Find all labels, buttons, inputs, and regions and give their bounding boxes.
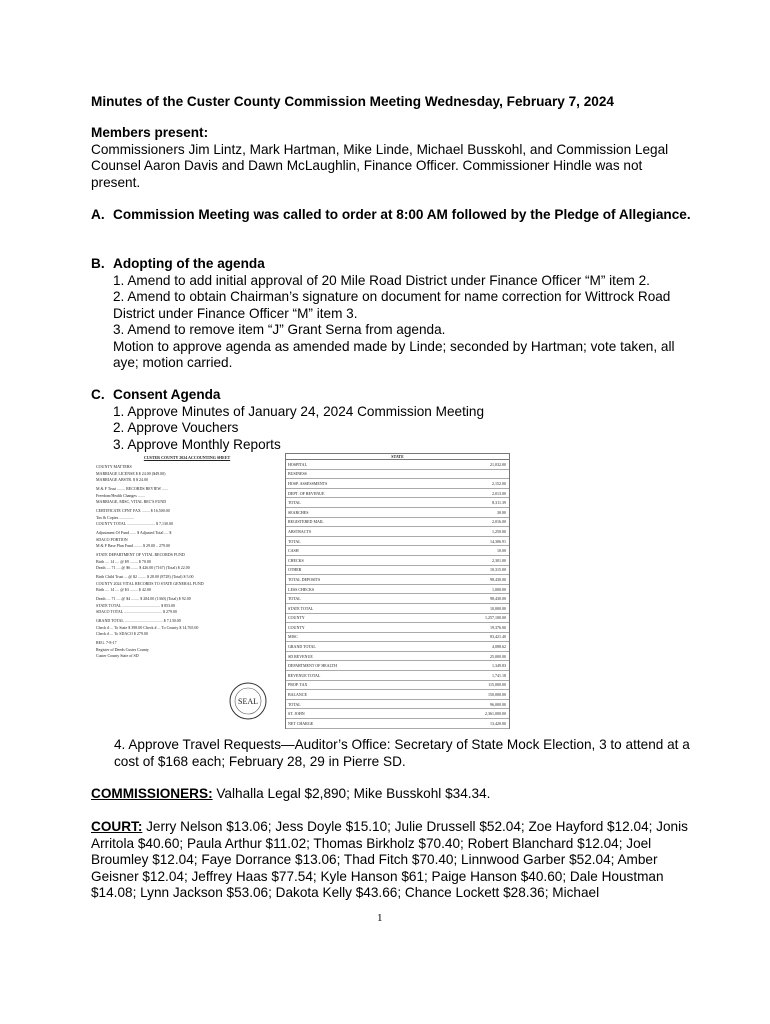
table-row (286, 537, 509, 547)
table-cell-value: 2,152.00 (492, 480, 506, 486)
accounting-sheet-title: CUSTER COUNTY 2024 ACCOUNTING SHEET (143, 455, 231, 460)
scanned-accounting-sheet (92, 453, 510, 729)
travel-request-item (91, 737, 691, 770)
agenda-item: 1. Amend to add initial approval of 20 Mile Road District under Finance Officer “M” item 2. (113, 272, 650, 288)
table-row (286, 585, 509, 595)
table-cell-label: COUNTY (288, 624, 305, 630)
table-cell-label: TOTAL (288, 701, 301, 707)
table-cell-value: 150,000.00 (488, 692, 506, 698)
table-cell-label: STATE TOTAL (288, 605, 314, 611)
accounting-line: STATE TOTAL ...................................... $ 853.00 (96, 602, 176, 608)
table-cell-label: OTHER (288, 567, 302, 573)
table-row (286, 642, 509, 652)
section-b (91, 256, 691, 372)
accounting-line: Custer County State of SD (96, 653, 139, 658)
accounting-line: M & F Trust ........ RECORDS REVIEW ...... (96, 486, 169, 491)
table-cell-value: 4,088.62 (492, 644, 506, 650)
accounting-sheet-left (92, 453, 282, 729)
accounting-line: STATE DEPARTMENT OF VITAL RECORDS FUND (96, 552, 185, 557)
accounting-line: Adjustment Of Fund ...... $ Adjusted Total .... $ (96, 530, 172, 535)
table-row (286, 508, 509, 518)
accounting-table (286, 460, 509, 729)
accounting-line: MARRIAGE, MISC, VITAL REC'S FUND (96, 499, 167, 504)
table-cell-label: ABSTRACTS (288, 528, 312, 534)
accounting-line: MARRIAGE LICENSE $ $ 24.00 ($49.00) (96, 470, 166, 476)
seal-text: SEAL (238, 697, 258, 706)
table-cell-label: MISC (288, 634, 298, 640)
table-row (286, 623, 509, 633)
table-cell-label: REVENUE TOTAL (288, 672, 321, 678)
accounting-line: REG. 7-8-17 (96, 640, 117, 645)
accounting-line: Death .... 71 .... @ $6 ....... $ 426.00 (7167) (Total) $ 22.00 (96, 565, 190, 570)
table-row (286, 556, 509, 566)
table-row (286, 633, 509, 643)
table-row (286, 594, 509, 604)
table-cell-label: ST. JOHN (288, 711, 305, 717)
table-cell-value: 2,361,000.00 (485, 711, 506, 717)
table-cell-label: LESS CHECKS (288, 586, 315, 592)
agenda-item: 2. Amend to obtain Chairman’s signature on document for name correction for Wittrock Road District under Finance Officer “M” item 3. (113, 289, 671, 321)
table-cell-label: HOSP. ASSESSMENTS (288, 480, 328, 486)
county-seal-icon (228, 681, 268, 721)
table-row (286, 700, 509, 710)
table-row (286, 489, 509, 499)
consent-item: 2. Approve Vouchers (113, 420, 239, 435)
accounting-line: COUNTY MATTERS (96, 464, 132, 469)
accounting-line: Birth Child Trust ... @ $2 ........ $ 28.00 (8728) (Total) $ 5.00 (96, 574, 194, 579)
table-cell-value: 98,430.00 (490, 596, 506, 602)
commissioners-text: Valhalla Legal $2,890; Mike Busskohl $34.34. (212, 786, 491, 801)
table-row (286, 671, 509, 681)
table-cell-value: 1,250.00 (492, 528, 506, 534)
section-c (91, 387, 691, 453)
right-sheet-header: STATE (286, 454, 509, 460)
commissioners-section (91, 786, 691, 803)
table-row (286, 460, 509, 470)
accounting-line: SDACO PORTION (96, 536, 128, 542)
table-cell-label: PROP. TAX (288, 682, 308, 688)
table-row (286, 681, 509, 691)
page-number: 1 (377, 912, 383, 924)
table-cell-label: TOTAL (288, 596, 301, 602)
table-cell-value: 83,421.40 (490, 634, 506, 640)
table-row (286, 690, 509, 700)
accounting-line: COUNTY 2024 VITAL RECORDS TO STATE GENERAL FUND (96, 580, 204, 586)
section-c-heading: Consent Agenda (113, 387, 221, 402)
table-row (286, 614, 509, 624)
accounting-line: Death .... 71 .... @ $4 ........ $ 284.00 (1360) (Total) $ 92.00 (96, 596, 191, 601)
court-section (91, 819, 691, 902)
table-cell-label: CASH (288, 548, 299, 554)
table-cell-value: 13,420.00 (490, 720, 506, 726)
accounting-line: Check # ... To SDACO $ 279.00 (96, 631, 148, 636)
table-cell-label: BUSINESS (288, 471, 307, 477)
table-row (286, 518, 509, 528)
table-cell-value: 25,000.00 (490, 653, 506, 659)
table-row (286, 527, 509, 537)
accounting-line: Check # ... To State $ 398.00 Check # ... To County $ 14,765.00 (96, 624, 199, 630)
table-cell-value: 2,301.00 (492, 557, 506, 563)
accounting-lines (92, 464, 282, 658)
members-heading: Members present: (91, 125, 209, 140)
accounting-line: Tax & Copies ............... (96, 514, 135, 520)
agenda-motion: Motion to approve agenda as amended made by Linde; seconded by Hartman; vote taken, all aye; motion carried. (113, 338, 675, 370)
accounting-line: M & F Base Plan Fund ........ $ 29.00 .. 279.00 (96, 543, 171, 548)
agenda-item: 3. Amend to remove item “J” Grant Serna from agenda. (113, 322, 446, 337)
accounting-line: MARRIAGE ABSTR. $ $ 24.00 (96, 477, 149, 482)
table-cell-value: 30.00 (497, 509, 506, 515)
table-cell-value: 2,013.00 (492, 490, 506, 496)
table-row (286, 498, 509, 508)
consent-item: 3. Approve Monthly Reports (113, 436, 281, 452)
travel-request-text: 4. Approve Travel Requests—Auditor’s Office: Secretary of State Mock Election, 3 to attend at a cost of $168 each; February 28, 29 in Pierre SD. (114, 737, 690, 769)
table-cell-value: 19,376.00 (490, 624, 506, 630)
table-row (286, 566, 509, 576)
section-a-heading: Commission Meeting was called to order at 8:00 AM followed by the Pledge of Allegiance. (113, 207, 691, 222)
table-cell-label: GRAND TOTAL (288, 644, 316, 650)
table-row (286, 719, 509, 729)
table-row (286, 604, 509, 614)
members-text: Commissioners Jim Lintz, Mark Hartman, Mike Linde, Michael Busskohl, and Commission Legal Counsel Aaron Davis and Dawn McLaughlin, Finance Officer. Commissioner Hindle was not present. (91, 141, 669, 190)
table-cell-label: BALANCE (288, 692, 307, 698)
table-row (286, 575, 509, 585)
section-b-heading: Adopting of the agenda (113, 256, 265, 271)
document-title: Minutes of the Custer County Commission Meeting Wednesday, February 7, 2024 (91, 94, 614, 109)
table-row (286, 661, 509, 671)
table-row (286, 479, 509, 489)
table-cell-value: 1,257,100.00 (485, 615, 506, 621)
commissioners-label: COMMISSIONERS: (91, 786, 213, 801)
table-cell-label: SD REVENUE (288, 653, 313, 659)
table-cell-label: HOSPITAL (288, 461, 308, 467)
table-cell-value: 96,000.00 (490, 701, 506, 707)
table-cell-value: 10,315.00 (490, 567, 506, 573)
table-cell-label: TOTAL DEPOSITS (288, 576, 321, 582)
consent-item: 1. Approve Minutes of January 24, 2024 Commission Meeting (113, 403, 485, 419)
accounting-line: GRAND TOTAL ...................................... $ 7,130.00 (96, 618, 181, 623)
accounting-line: Freedom/Health Changes ....... (96, 492, 145, 498)
court-text: Jerry Nelson $13.06; Jess Doyle $15.10; Julie Drussell $52.04; Zoe Hayford $12.04; Jonis Arritola $40.60; Paula Arthur $11.02; Thomas Birkholz $70.40; Robert Blanchard $12.04; Joel Broumley $12.04; Faye Dorrance $13.06; Thad Fitch $70.40; Linnwood Garber $52.04; Amber Geisner $12.04; Jeffrey Haas $77.54; Kyle Hanson $61; Paige Hanson $40.60; Dale Houstman $14.08; Lynn Jackson $53.06; Dakota Kelly $43.66; Chance Lockett $28.36; Michael (91, 819, 688, 900)
table-cell-value: 98,430.00 (490, 576, 506, 582)
section-a-letter: A. (91, 207, 105, 222)
section-b-letter: B. (91, 256, 105, 271)
section-a (91, 207, 691, 224)
table-row (286, 546, 509, 556)
accounting-sheet-right (285, 453, 510, 729)
table-cell-value: 1,349.83 (492, 663, 506, 669)
table-cell-value: 14,306.91 (490, 538, 506, 544)
table-cell-value: 8,311.39 (492, 500, 506, 506)
table-cell-value: 1,741.18 (492, 672, 506, 678)
accounting-line: COUNTY TOTAL ............................ $ 7,130.00 (96, 521, 174, 526)
accounting-line: Birth .... 14 .... @ $3 ........ $ 42.00 (96, 587, 151, 592)
accounting-line: Register of Deeds Custer County (96, 646, 149, 652)
section-c-letter: C. (91, 387, 105, 402)
table-cell-label: DEPARTMENT OF HEALTH (288, 663, 337, 669)
table-cell-label: TOTAL (288, 538, 301, 544)
table-cell-value: 115,000.00 (488, 682, 506, 688)
table-row (286, 470, 509, 480)
table-cell-value: 21,032.00 (490, 461, 506, 467)
table-cell-label: TOTAL (288, 500, 301, 506)
members-section (91, 125, 691, 191)
table-cell-label: COUNTY (288, 615, 305, 621)
table-cell-label: NET CHARGE (288, 720, 314, 726)
table-cell-value: 1,000.00 (492, 586, 506, 592)
table-cell-value: 10,000.00 (490, 605, 506, 611)
table-cell-label: CHECKS (288, 557, 304, 563)
table-cell-value: 2,016.00 (492, 519, 506, 525)
accounting-line: CERTIFICATE CPNT FAX ........ $ 16,500.00 (96, 508, 170, 513)
table-row (286, 709, 509, 719)
table-cell-value: 10.00 (497, 548, 506, 554)
table-cell-label: REGISTERED MAIL (288, 519, 324, 525)
accounting-line: Birth .... 14 .... @ $9 ........ $ 70.00 (96, 558, 151, 564)
table-row (286, 652, 509, 662)
accounting-line: SDACO TOTAL ...................................... $ 279.00 (96, 609, 178, 614)
court-label: COURT: (91, 819, 143, 834)
table-cell-label: DEPT. OF REVENUE (288, 490, 325, 496)
table-cell-label: SEARCHES (288, 509, 309, 515)
